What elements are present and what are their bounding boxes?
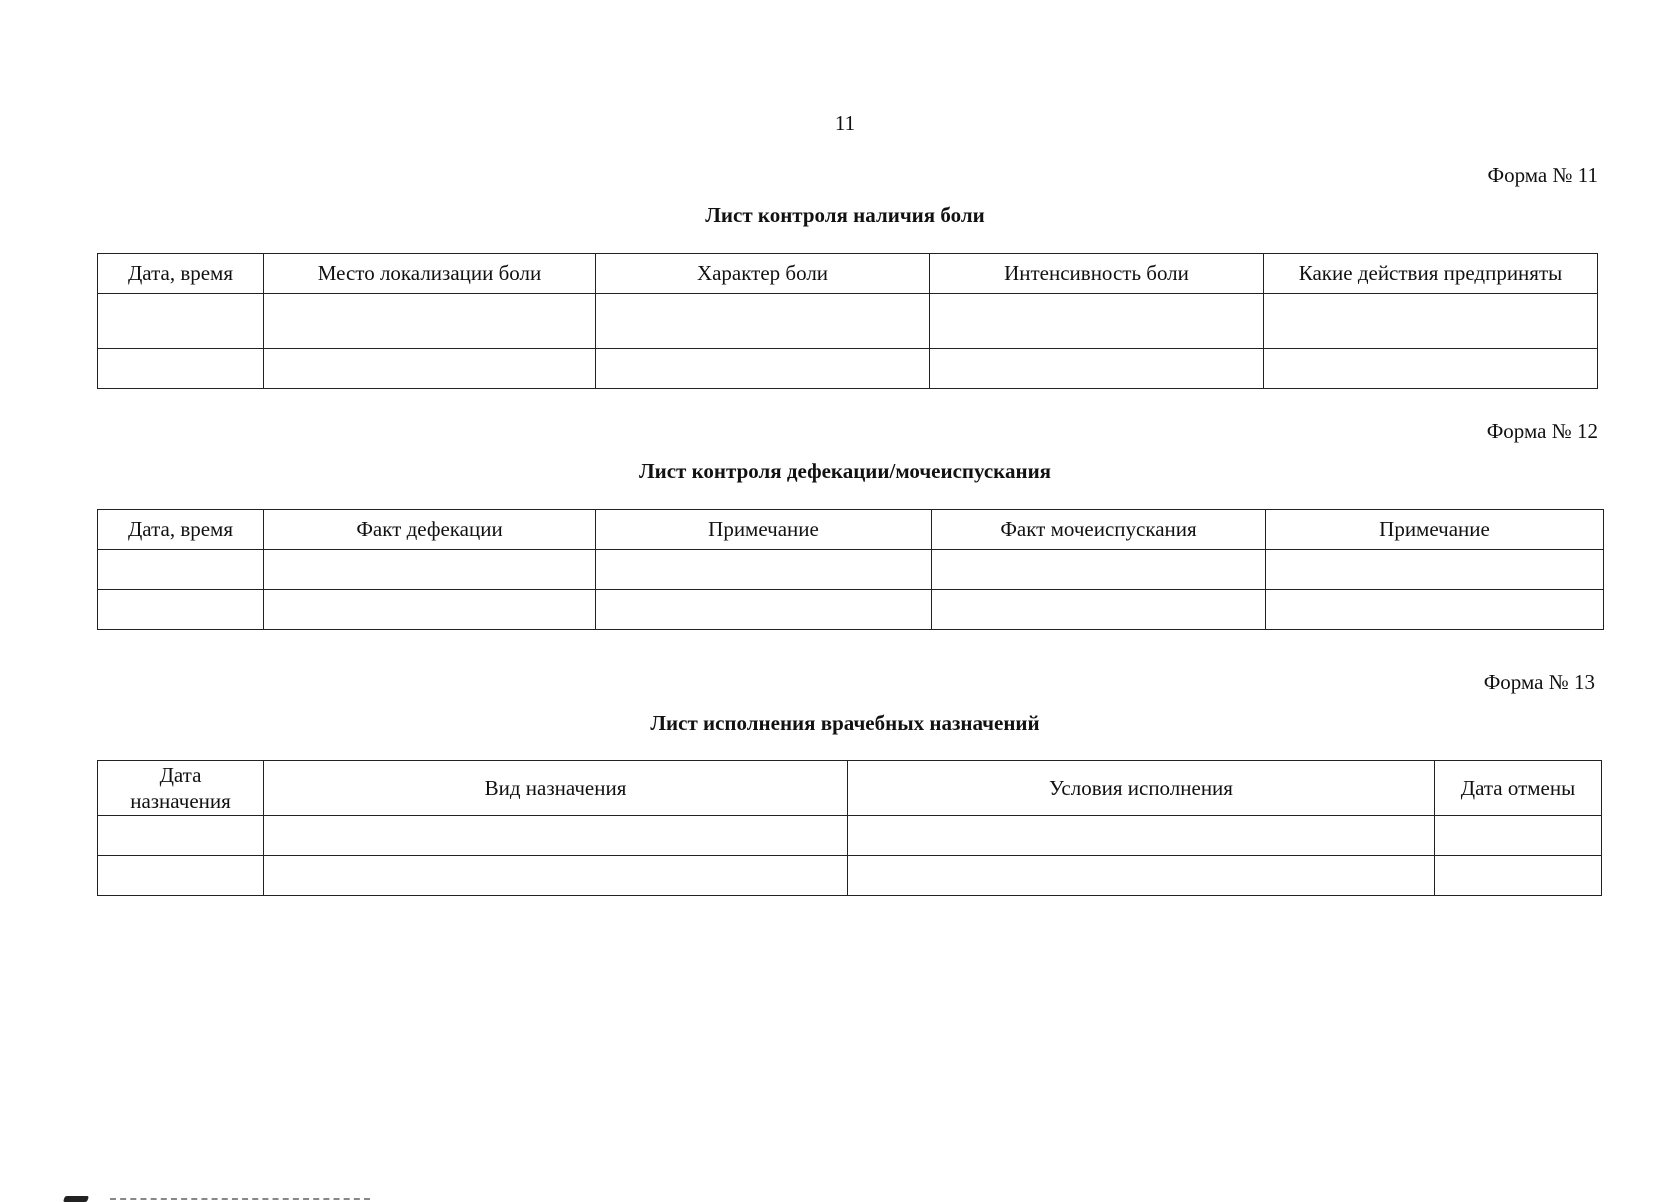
page-number: 11: [834, 111, 856, 135]
form-13-title: Лист исполнения врачебных назначений: [650, 711, 1040, 735]
form-11-header-pain-intensity: Интенсивность боли: [930, 254, 1264, 294]
form-11-header-row: [98, 254, 1598, 294]
table-cell[interactable]: [930, 349, 1264, 389]
form-13-table: [97, 760, 1602, 896]
table-cell[interactable]: [98, 856, 264, 896]
table-cell[interactable]: [848, 856, 1435, 896]
table-cell[interactable]: [1435, 816, 1602, 856]
table-row: [98, 349, 1598, 389]
table-cell[interactable]: [98, 590, 264, 630]
form-12-title: Лист контроля дефекации/мочеиспускания: [638, 459, 1052, 483]
form-13-header-row: [98, 761, 1602, 816]
form-12-header-urination: Факт мочеиспускания: [932, 510, 1266, 550]
table-cell[interactable]: [1266, 550, 1604, 590]
form-11-header-pain-location: Место локализации боли: [264, 254, 596, 294]
form-11-title: Лист контроля наличия боли: [705, 203, 985, 227]
table-cell[interactable]: [932, 590, 1266, 630]
table-cell[interactable]: [98, 294, 264, 349]
form-12-header-defecation: Факт дефекации: [264, 510, 596, 550]
form-12-header-date-time: Дата, время: [98, 510, 264, 550]
table-cell[interactable]: [264, 590, 596, 630]
table-cell[interactable]: [264, 294, 596, 349]
table-cell[interactable]: [596, 294, 930, 349]
table-cell[interactable]: [1264, 294, 1598, 349]
form-11-label: Форма № 11: [1487, 163, 1598, 187]
form-13-header-assignment-date: Дата назначения: [98, 761, 264, 816]
table-cell[interactable]: [1266, 590, 1604, 630]
table-row: [98, 816, 1602, 856]
table-cell[interactable]: [98, 349, 264, 389]
form-13-header-assignment-type: Вид назначения: [264, 761, 848, 816]
form-12-header-note-1: Примечание: [596, 510, 932, 550]
table-cell[interactable]: [264, 349, 596, 389]
form-12-label: Форма № 12: [1486, 419, 1598, 443]
table-cell[interactable]: [596, 349, 930, 389]
table-cell[interactable]: [596, 590, 932, 630]
table-cell[interactable]: [98, 550, 264, 590]
table-cell[interactable]: [264, 550, 596, 590]
form-12-header-row: [98, 510, 1604, 550]
form-13-header-cancel-date: Дата отмены: [1435, 761, 1602, 816]
table-cell[interactable]: [1435, 856, 1602, 896]
form-11-table: [97, 253, 1598, 389]
table-cell[interactable]: [98, 816, 264, 856]
table-cell[interactable]: [848, 816, 1435, 856]
form-11-header-pain-character: Характер боли: [596, 254, 930, 294]
table-cell[interactable]: [1264, 349, 1598, 389]
table-cell[interactable]: [596, 550, 932, 590]
table-cell[interactable]: [932, 550, 1266, 590]
table-row: [98, 590, 1604, 630]
form-13-label: Форма № 13: [1483, 670, 1595, 694]
table-row: [98, 294, 1598, 349]
table-row: [98, 550, 1604, 590]
form-11-header-date-time: Дата, время: [98, 254, 264, 294]
form-11-header-actions-taken: Какие действия предприняты: [1264, 254, 1598, 294]
table-cell[interactable]: [930, 294, 1264, 349]
table-cell[interactable]: [264, 816, 848, 856]
table-cell[interactable]: [264, 856, 848, 896]
table-row: [98, 856, 1602, 896]
form-13-header-execution-conditions: Условия исполнения: [848, 761, 1435, 816]
form-12-header-note-2: Примечание: [1266, 510, 1604, 550]
form-12-table: [97, 509, 1604, 630]
scan-mark: [63, 1196, 89, 1202]
